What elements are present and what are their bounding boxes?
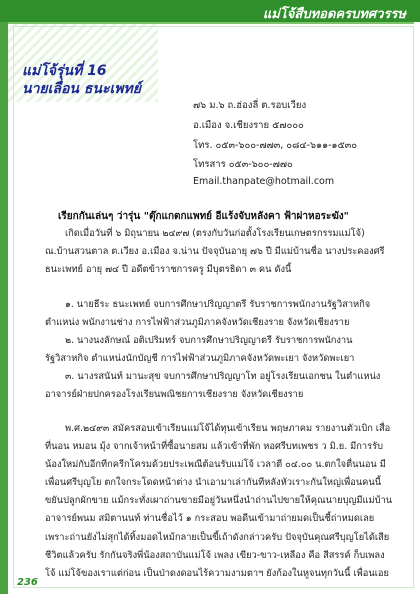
text-line: ณ.บ้านสวนตาล ต.เวียง อ.เมือง จ.น่าน ปัจจุบันอายุ ๗๖ ปี มีแม่บ้านชื่อ นางประคองศรี — [45, 246, 385, 258]
text-line: เพื่อนศรีบุญโย ตกใจกระโดดหน้าต่าง นำเอามาเล่ากันทีหลังหัวเราะกันใหญ่เพื่อนคนนี้ — [45, 477, 382, 489]
text-line: ที่นอน หมอน มุ้ง จากเจ้าหน้าที่ซื้อนายสม แล้วเข้าที่พัก หอศรีบทเพชร ว มิ.ย. มีการรับ — [45, 441, 383, 453]
phone-line: โทร. ๐๕๓-๖๐๐-๗๗๓, ๐๘๔-๖๑๑-๑๕๓๐ — [193, 140, 358, 151]
text-line: รัฐวิสาหกิจ ตำแหน่งนักบัญชี การไฟฟ้าส่วนภูมิภาคจังหวัดพะเยา จังหวัดพะเยา — [45, 353, 355, 365]
address-line: อ.เมือง จ.เชียงราย ๕๗๐๐๐ — [193, 120, 304, 131]
left-decorative-strip — [0, 22, 8, 594]
memoir-paragraph — [45, 420, 405, 583]
text-line: ชีวิตแล้วครับ รักกันจริงพี่น้องสถาบันแม่โจ้ เพลง เขียว-ขาว-เหลือง คือ สีสรรค์ ก็บเพลง — [45, 549, 385, 561]
children-list — [45, 296, 405, 405]
header-title: แม่โจ้สืบทอดครบทศวรรษ — [262, 7, 406, 22]
page-number: 236 — [17, 577, 38, 588]
list-item: ๑. นายธีระ ธนะเพทย์ จบการศึกษาปริญญาตรี รับราชการพนักงานรัฐวิสาหกิจ — [65, 299, 371, 310]
header-band — [0, 0, 420, 22]
header-underline — [8, 22, 414, 24]
text-line: อาจารย์พนม สมิตานนท์ ท่านชื่อไว้ ๑ กระสอบ พอดีนเข้ามาถ่ายมดเป็นชี้ถ่าหมดเลย — [45, 513, 375, 525]
address-line: ๗๖ ม.๖ ถ.ฮ่องลี่ ต.รอบเวียง — [193, 100, 307, 111]
text-line: เกิดเมื่อวันที่ ๖ มิถุนายน ๒๔๙๗ (ตรงกับวันก่อตั้งโรงเรียนเกษตรกรรมแม่โจ้) — [65, 228, 365, 239]
text-line: ขยันปลูกผักขาย แม้กระทั่งเผาถ่านขายมีอยู่วันหนึ่งนำถ่านไปขายให้คุณนายบุญมีแม่บ้าน — [45, 495, 393, 507]
fax-line: โทรสาร ๐๕๓-๖๐๐-๗๗๐ — [193, 159, 293, 170]
text-line: อาจารย์ฝ่ายปกครองโรงเรียนพณิชยการเชียงราย จังหวัดเชียงราย — [45, 389, 304, 401]
text-line: เพราะถ่านยังไม่สุกได้ทิ้งมอดไหม้กลายเป็นขี้เถ้าดังกล่าวครับ ปัจจุบันคุณศรีบุญโยได้เสีย — [45, 531, 390, 543]
list-item: ๓. นางรสนันท์ มานะสุข จบการศึกษาปริญญาโท อยู่โรงเรียนเอกชน ในตำแหน่ง — [65, 371, 381, 383]
text-line: ธนะเพทย์ อายุ ๗๔ ปี อดีตข้าราชการครู มีบุตรธิดา ๓ คน ดังนี้ — [45, 264, 292, 276]
biography-paragraph — [45, 225, 405, 279]
column-author: นายเลื่อน ธนะเพทย์ — [22, 81, 141, 97]
text-line: ตำแหน่ง พนักงานช่าง การไฟฟ้าส่วนภูมิภาคจังหวัดเชียงราย จังหวัดเชียงราย — [45, 317, 350, 329]
email-line: Email.thanpate@hotmail.com — [193, 176, 335, 187]
column-title: แม่โจ้รุ่นที่ 16 — [22, 63, 107, 79]
text-line: พ.ศ.๒๔๙๓ สมัครสอบเข้าเรียนแม่โจ้ได้ทุนเข้าเรียน พฤษภาคม รายงานตัวเบิก เสื่อ — [65, 423, 391, 434]
text-line: โจ้ แม่โจ้ของเราแต่ก่อน เป็นป่าดงดอนไร้ความงามตาฯ ยังก้องในหูจนทุกวันนี้ เพื่อนเอย — [45, 567, 389, 579]
list-item: ๒. นางนงลักษณ์ อติเปริมทร์ จบการศึกษาปริญญาตรี รับราชการพนักงาน — [65, 335, 353, 347]
intro-heading: เรียกกันเล่นๆ ว่ารุ่น "ตุ๊กแกตกแพทย์ อีแร้งจับหลังคา ฟ้าผ่าหอระฆัง" — [58, 211, 349, 222]
text-line: น้องใหม่กับอีกทีกครีกโครมด้วยประเพณีต้อนรับแม่โจ้ เวลาตี ๐๔.๐๐ น.ตกใจตื่นนอน มี — [45, 459, 386, 471]
